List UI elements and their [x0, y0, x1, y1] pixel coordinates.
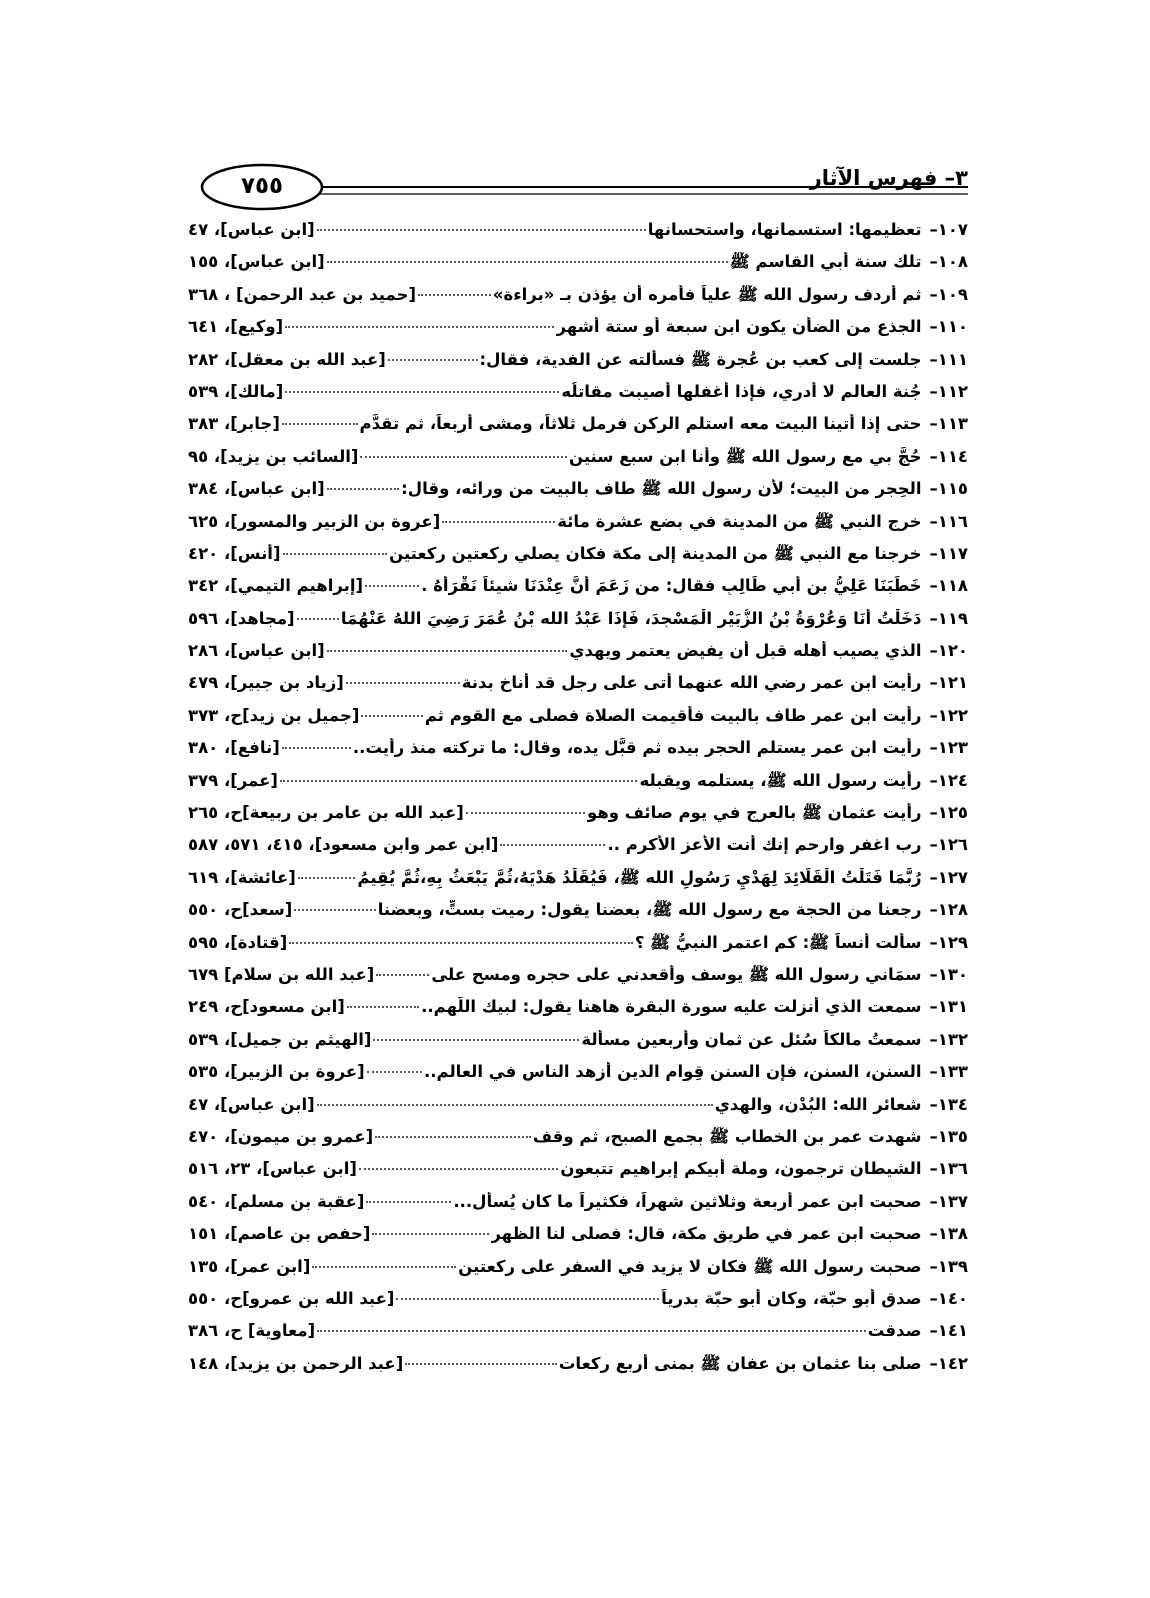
entry-reference: [ابن عباس]، ٤٧	[188, 1094, 315, 1114]
athar-index-list	[188, 220, 968, 1386]
leader-dots	[297, 618, 339, 620]
entry-text: خرج النبي ﷺ من المدينة في بضع عشرة مائة	[557, 511, 922, 531]
entry-text: تعظيمها: استسمانها، واستحسانها	[647, 220, 922, 239]
entry-text: دَخَلْتُ أَنَا وَعُرْوَةُ بْنُ الزُّبَيْرِ الْمَسْجِدَ، فَإِذَا عَبْدُ الله بْنُ عُمَرَ رَضِيَ اللهُ عَنْهُمَا	[340, 608, 922, 628]
entry-reference: [عبد الله بن معقل]، ٢٨٢	[188, 349, 386, 369]
leader-dots	[405, 1363, 557, 1365]
index-entry	[188, 641, 968, 673]
index-entry	[188, 1289, 968, 1321]
entry-reference: [جميل بن زيد]ح، ٣٧٣	[188, 705, 360, 725]
entry-text: سمعت الذي أنزلت عليه سورة البقرة هاهنا يقول: لبيك اللَّهم..	[421, 997, 922, 1017]
entry-text: سمَاني رسول الله ﷺ يوسف وأقعدني على حجره ومسح على	[431, 964, 922, 984]
entry-reference: [ابن عمر]، ١٣٥	[188, 1256, 311, 1276]
entry-text: رأيت ابن عمر طاف بالبيت فأقيمت الصلاة فصلى مع القوم ثم	[424, 705, 922, 725]
entry-number: ١٣٣–	[929, 1062, 968, 1082]
entry-text: صحبت ابن عمر في طريق مكة، قال: فصلى لنا الظهر	[491, 1224, 922, 1244]
entry-text: شعائر الله: البُدْن، والهدي	[714, 1094, 922, 1114]
entry-number: ١٤١–	[929, 1321, 968, 1341]
index-entry	[188, 285, 968, 317]
entry-text: رأيت ابن عمر يستلم الحجر بيده ثم قبَّل يده، وقال: ما تركته منذ رأيت..	[352, 738, 922, 758]
leader-dots	[289, 942, 633, 944]
leader-dots	[442, 521, 555, 523]
entry-text: تلك سنة أبي القاسم ﷺ	[729, 252, 922, 272]
index-entry	[188, 382, 968, 414]
entry-reference: [مجاهد]، ٥٩٦	[188, 608, 295, 628]
leader-dots	[285, 326, 554, 328]
entry-reference: [جابر]، ٣٨٣	[188, 414, 280, 434]
leader-dots	[366, 1201, 451, 1203]
index-entry	[188, 1321, 968, 1353]
index-entry	[188, 1257, 968, 1289]
entry-text: صلى بنا عثمان بن عفان ﷺ بمنى أربع ركعات	[558, 1353, 922, 1373]
entry-reference: [مالك]، ٥٣٩	[188, 381, 284, 401]
leader-dots	[500, 844, 605, 846]
leader-dots	[360, 456, 566, 458]
index-entry	[188, 1095, 968, 1127]
entry-reference: [عروة بن الزبير]، ٥٣٥	[188, 1062, 365, 1082]
index-entry	[188, 835, 968, 867]
entry-text: سألت أنساً ﷺ: كم اعتمر النبيُّ ﷺ ؟	[634, 932, 922, 952]
entry-number: ١٣١–	[929, 997, 968, 1017]
entry-text: الحِجر من البيت؛ لأن رسول الله ﷺ طاف بالبيت من ورائه، وقال:	[401, 479, 922, 499]
entry-text: رب اغفر وارحم إنك أنت الأعز الأكرم ..	[607, 835, 922, 855]
index-entry	[188, 447, 968, 479]
entry-reference: [قتادة]، ٥٩٥	[188, 932, 288, 952]
index-entry	[188, 252, 968, 284]
index-entry	[188, 900, 968, 932]
index-entry	[188, 706, 968, 738]
leader-dots	[367, 1071, 422, 1073]
index-entry	[188, 1127, 968, 1159]
entry-reference: [سعد]ح، ٥٥٠	[188, 900, 293, 920]
entry-reference: [عمرو بن ميمون]، ٤٧٠	[188, 1126, 374, 1146]
leader-dots	[282, 423, 358, 425]
entry-reference: [أنس]، ٤٢٠	[188, 543, 281, 563]
entry-text: صدقت	[867, 1321, 922, 1341]
leader-dots	[466, 812, 585, 814]
index-entry	[188, 868, 968, 900]
leader-dots	[280, 780, 638, 782]
leader-dots	[317, 1104, 713, 1106]
index-entry	[188, 1192, 968, 1224]
entry-number: ١١١–	[929, 349, 968, 369]
index-entry	[188, 771, 968, 803]
entry-number: ١٢٨–	[929, 900, 968, 920]
leader-dots	[359, 1168, 558, 1170]
index-entry	[188, 544, 968, 576]
entry-text: شهدت عمر بن الخطاب ﷺ بجمع الصبح، ثم وقف	[532, 1126, 922, 1146]
index-entry	[188, 576, 968, 608]
index-entry	[188, 933, 968, 965]
index-entry	[188, 414, 968, 446]
entry-text: صحبت ابن عمر أربعة وثلاثين شهراً، فكثيراً ما كان يُسأل...	[453, 1191, 922, 1211]
entry-reference: [ابن عباس]، ٣٨٤	[188, 479, 325, 499]
leader-dots	[285, 391, 559, 393]
entry-reference: [ابن عباس]، ٢٣، ٥١٦	[188, 1159, 357, 1179]
index-entry	[188, 965, 968, 997]
entry-reference: [عائشة]، ٦١٩	[188, 867, 296, 887]
entry-reference: [عبد الله بن سلام] ٦٧٩	[188, 964, 375, 984]
entry-number: ١٤٢–	[929, 1353, 968, 1373]
entry-text: الجذع من الضأن يكون ابن سبعة أو ستة أشهر	[556, 317, 922, 337]
entry-reference: [ابن مسعود]ح، ٢٤٩	[188, 997, 345, 1017]
leader-dots	[418, 294, 491, 296]
entry-number: ١١٥–	[929, 479, 968, 499]
entry-text: رأيت عثمان ﷺ بالعرج في يوم صائف وهو	[587, 803, 922, 823]
index-entry	[188, 350, 968, 382]
entry-reference: [ابن عمر وابن مسعود]، ٤١٥، ٥٧١، ٥٨٧	[188, 835, 499, 855]
leader-dots	[317, 229, 646, 231]
entry-reference: [ابن عباس]، ٢٨٦	[188, 641, 325, 661]
entry-number: ١١٤–	[929, 446, 968, 466]
leader-dots	[282, 747, 351, 749]
entry-text: صدق أبو حبّة، وكان أبو حبّة بدرياً	[661, 1288, 922, 1308]
leader-dots	[327, 261, 728, 263]
leader-dots	[388, 359, 478, 361]
entry-reference: [حميد بن عبد الرحمن] ، ٣٦٨	[188, 284, 417, 304]
entry-text: حتى إذا أتينا البيت معه استلم الركن فرمل ثلاثاً، ومشى أربعاً، ثم تقدَّم	[359, 414, 922, 434]
leader-dots	[298, 877, 356, 879]
entry-number: ١٣٨–	[929, 1224, 968, 1244]
entry-reference: [حفص بن عاصم]، ١٥١	[188, 1224, 371, 1244]
entry-text: الشيطان ترجمون، وملة أبيكم إبراهيم تتبعون	[560, 1159, 922, 1179]
entry-text: رأيت ابن عمر رضي الله عنهما أتى على رجل قد أناخ بدنة	[461, 673, 922, 693]
entry-text: حُجَّ بي مع رسول الله ﷺ وأنا ابن سبع سنين	[568, 446, 922, 466]
index-entry	[188, 1354, 968, 1386]
entry-number: ١١٦–	[929, 511, 968, 531]
entry-text: ثم أردف رسول الله ﷺ علياً فأمره أن يؤذن بـ «براءة»	[492, 284, 922, 304]
entry-number: ١١٠–	[929, 317, 968, 337]
entry-number: ١٢٢–	[929, 705, 968, 725]
leader-dots	[361, 715, 422, 717]
leader-dots	[283, 553, 388, 555]
entry-number: ١٣٢–	[929, 1029, 968, 1049]
index-entry	[188, 1159, 968, 1191]
leader-dots	[372, 1233, 489, 1235]
entry-text: خَطَبَنَا عَلِيُّ بن أبي طَالِبٍ فقال: من زَعَمَ أَنَّ عِنْدَنَا شيئاً نَقْرَأُهُ .	[421, 576, 922, 596]
entry-text: رجعنا من الحجة مع رسول الله ﷺ، بعضنا يقول: رميت بستٍّ، وبعضنا	[377, 900, 922, 920]
entry-reference: [إبراهيم التيمي]، ٣٤٢	[188, 576, 364, 596]
entry-reference: [عبد الرحمن بن يزيد]، ١٤٨	[188, 1353, 404, 1373]
entry-number: ١١٢–	[929, 381, 968, 401]
leader-dots	[376, 974, 429, 976]
entry-reference: [عقبة بن مسلم]، ٥٤٠	[188, 1191, 365, 1211]
leader-dots	[365, 585, 419, 587]
entry-text: صحبت رسول الله ﷺ فكان لا يزيد في السفر على ركعتين	[458, 1256, 922, 1276]
entry-text: رُبَّمَا فَتَلْتُ الْقَلَائِدَ لِهَدْيِ رَسُولِ الله ﷺ، فَيُقَلِّدُ هَدْيَهُ،ثُمَّ يَبْعَثُ بِهِ،ثُمَّ يُقِيمُ	[357, 867, 922, 887]
leader-dots	[317, 1330, 866, 1332]
index-entry	[188, 479, 968, 511]
entry-reference: [الهيثم بن جميل]، ٥٣٩	[188, 1029, 372, 1049]
index-entry	[188, 609, 968, 641]
index-entry	[188, 1062, 968, 1094]
entry-text: خرجنا مع النبي ﷺ من المدينة إلى مكة فكان يصلي ركعتين ركعتين	[389, 543, 922, 563]
leader-dots	[312, 1266, 456, 1268]
entry-text: جُنة العالم لا أدري، فإذا أغفلها أُصيبت مقاتلُه	[561, 381, 922, 401]
leader-dots	[327, 650, 568, 652]
entry-reference: [عروة بن الزبير والمسور]، ٦٢٥	[188, 511, 441, 531]
entry-number: ١٣٥–	[929, 1126, 968, 1146]
page-number: ٧٥٥	[240, 173, 284, 199]
index-entry	[188, 997, 968, 1029]
entry-text: جلست إلى كعب بن عُجرة ﷺ فسألته عن الفدية، فقال:	[479, 349, 922, 369]
entry-text: السنن، السنن، فإن السنن قِوام الدين أزهد الناس في العالم..	[424, 1062, 922, 1082]
entry-number: ١٢٥–	[929, 803, 968, 823]
entry-reference: [عبد الله بن عامر بن ربيعة]ح، ٢٦٥	[188, 803, 464, 823]
leader-dots	[396, 1298, 659, 1300]
entry-number: ١٠٧–	[929, 220, 968, 239]
entry-text: سمعتُ مالكاً سُئل عن ثمانٍ وأربعين مسألة	[581, 1029, 922, 1049]
entry-reference: [عمر]، ٣٧٩	[188, 770, 278, 790]
entry-number: ١٠٨–	[929, 252, 968, 272]
page-header	[188, 160, 968, 220]
entry-reference: [ابن عباس]، ٤٧	[188, 220, 315, 239]
index-entry	[188, 673, 968, 705]
entry-number: ١٣٩–	[929, 1256, 968, 1276]
entry-number: ١٠٩–	[929, 284, 968, 304]
entry-number: ١١٩–	[929, 608, 968, 628]
entry-number: ١٢٣–	[929, 738, 968, 758]
index-entry	[188, 738, 968, 770]
index-entry	[188, 512, 968, 544]
entry-number: ١٢٩–	[929, 932, 968, 952]
entry-number: ١٣٤–	[929, 1094, 968, 1114]
index-entry	[188, 1224, 968, 1256]
entry-number: ١١٨–	[929, 576, 968, 596]
leader-dots	[294, 909, 375, 911]
entry-reference: [وكيع]، ٦٤١	[188, 317, 284, 337]
index-entry	[188, 220, 968, 252]
entry-number: ١٣٦–	[929, 1159, 968, 1179]
entry-number: ١٢١–	[929, 673, 968, 693]
entry-reference: [معاوية] ح، ٣٨٦	[188, 1321, 316, 1341]
index-entry	[188, 1030, 968, 1062]
entry-reference: [نافع]، ٣٨٠	[188, 738, 280, 758]
entry-reference: [السائب بن يزيد]، ٩٥	[188, 446, 359, 466]
entry-number: ١٢٤–	[929, 770, 968, 790]
leader-dots	[375, 1136, 531, 1138]
entry-number: ١٣٠–	[929, 964, 968, 984]
entry-number: ١٢٧–	[929, 867, 968, 887]
section-title: ٣– فهرس الآثار	[809, 166, 968, 190]
leader-dots	[347, 1006, 419, 1008]
leader-dots	[373, 1039, 579, 1041]
entry-number: ١٣٧–	[929, 1191, 968, 1211]
entry-text: رأيت رسول الله ﷺ، يستلمه ويقبله	[639, 770, 922, 790]
leader-dots	[327, 488, 399, 490]
entry-number: ١٤٠–	[929, 1288, 968, 1308]
index-entry	[188, 317, 968, 349]
entry-reference: [زياد بن جبير]، ٤٧٩	[188, 673, 344, 693]
entry-number: ١١٧–	[929, 543, 968, 563]
entry-number: ١٢٠–	[929, 641, 968, 661]
entry-reference: [عبد الله بن عمرو]ح، ٥٥٠	[188, 1288, 395, 1308]
entry-number: ١٢٦–	[929, 835, 968, 855]
entry-text: الذي يصيب أهله قبل أن يفيض يعتمر ويهدي	[569, 641, 922, 661]
entry-number: ١١٣–	[929, 414, 968, 434]
index-entry	[188, 803, 968, 835]
entry-reference: [ابن عباس]، ١٥٥	[188, 252, 325, 272]
leader-dots	[346, 682, 460, 684]
